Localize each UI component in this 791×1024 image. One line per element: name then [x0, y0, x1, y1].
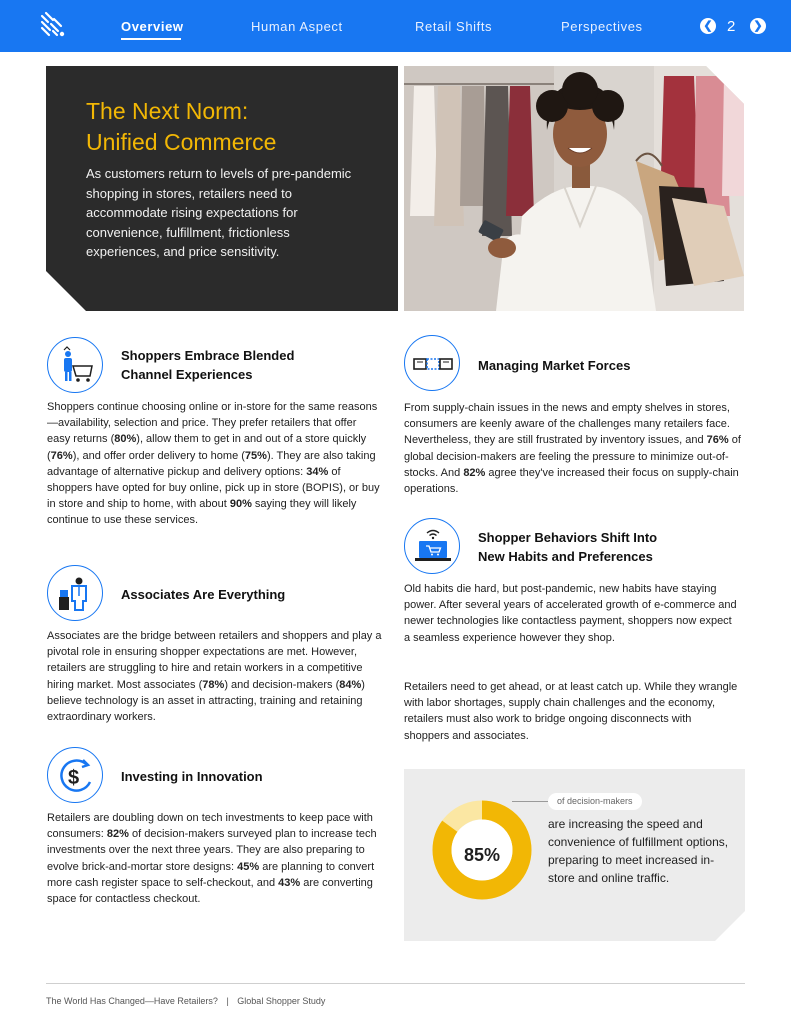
svg-text:$: $: [68, 767, 80, 789]
section-text-associates: Associates are the bridge between retailers and shoppers and play a pivotal role in ensuring shopper expectations are met. However, retailers are struggling to hire and retain workers in a competitive hiring market. Most associates (78%) and decision-makers (84%) believe technology is an asset in attracting, training and retaining extraordinary workers.: [47, 630, 382, 724]
hero-title-line-1: The Next Norm:: [86, 98, 249, 124]
footer-separator: |: [226, 996, 229, 1006]
section-text-blended: Shoppers continue choosing online or in-store for the same reasons—availability, selection and price. They prefer retailers that offer easy returns (80%), allow them to get in and out of a store quickly (76%), and offer order delivery to home (75%). They are also taking advantage of alternative pickup and delivery options: 34% of shoppers have opted for buy online, pick up in store (BOPIS), or buy in store and ship to home, with about 90% saying they will likely continue to use these services.: [47, 401, 380, 527]
footer-report-title: The World Has Changed—Have Retailers?: [46, 996, 218, 1006]
hero-title: [86, 96, 376, 158]
top-nav-bar: [0, 0, 791, 52]
section-title-behaviors-line-2: New Habits and Preferences: [478, 549, 653, 564]
footer: [46, 996, 325, 1006]
section-text-innovation: Retailers are doubling down on tech investments to keep pace with consumers: 82% of decision-makers surveyed plan to increase tech investments over the next three years. They are also preparing to evolve brick-and-mortar store designs: 45% are planning to convert more cash register space to self-checkout, and 43% are converting space for contactless checkout.: [47, 812, 377, 906]
nav-tab-retail-shifts[interactable]: Retail Shifts: [415, 19, 493, 34]
zebra-logo-icon[interactable]: [38, 10, 68, 40]
dollar-refresh-icon: [47, 747, 103, 803]
section-text-behaviors-1: Old habits die hard, but post-pandemic, new habits have staying power. After several years of accelerated growth of e-commerce and newer technologies like contactless payment, shoppers now expect a seamless experience however they shop.: [404, 583, 737, 644]
hero-intro-text: As customers return to levels of pre-pandemic shopping in stores, retailers need to accommodate rising expectations for convenience, fulfillment, frictionless experiences, and price sensitivity.: [86, 166, 352, 259]
footer-divider: [46, 983, 745, 984]
section-title-associates: Associates Are Everything: [121, 587, 286, 602]
shopper-cart-icon: [47, 337, 103, 393]
section-title-market: Managing Market Forces: [478, 358, 631, 373]
footer-study-name: Global Shopper Study: [237, 996, 326, 1006]
section-title-innovation: Investing in Innovation: [121, 769, 263, 784]
hero-title-line-2: Unified Commerce: [86, 129, 277, 155]
chevron-left-icon[interactable]: ❮: [700, 18, 716, 34]
nav-active-underline: [121, 38, 181, 40]
hero-shopper-photo: [404, 66, 744, 311]
chevron-right-icon[interactable]: ❯: [750, 18, 766, 34]
section-title-blended-line-1: Shoppers Embrace Blended: [121, 348, 295, 363]
associate-icon: [47, 565, 103, 621]
nav-tab-overview[interactable]: Overview: [121, 19, 184, 34]
section-title-blended-line-2: Channel Experiences: [121, 367, 253, 382]
stat-percent-label: 85%: [463, 845, 501, 865]
section-title-behaviors-line-1: Shopper Behaviors Shift Into: [478, 530, 658, 545]
section-text-behaviors-2: Retailers need to get ahead, or at least catch up. While they wrangle with labor shortages, supply chain challenges and the economy, retailers must also work to bridge ongoing disconnects with shoppers and associates.: [404, 681, 738, 742]
section-title-blended: [121, 346, 294, 384]
shipping-containers-icon: [404, 335, 460, 391]
nav-tab-perspectives[interactable]: Perspectives: [561, 19, 643, 34]
section-title-behaviors: [478, 528, 657, 566]
section-text-market: From supply-chain issues in the news and empty shelves in stores, consumers are keenly aware of the challenges many retailers face. Nevertheless, they are still frustrated by inventory issues, and 76% of global decision-makers are feeling the pressure to minimize out-of-stocks. And 82% agree they've increased their focus on supply-chain operations.: [404, 402, 741, 496]
nav-tab-human-aspect[interactable]: Human Aspect: [251, 19, 343, 34]
stat-description: are increasing the speed and convenience of fulfillment options, preparing to meet increased in-store and online traffic.: [548, 817, 729, 885]
laptop-wifi-cart-icon: [404, 518, 460, 574]
stat-pill: of decision-makers: [548, 793, 642, 810]
page-number: 2: [727, 18, 736, 35]
